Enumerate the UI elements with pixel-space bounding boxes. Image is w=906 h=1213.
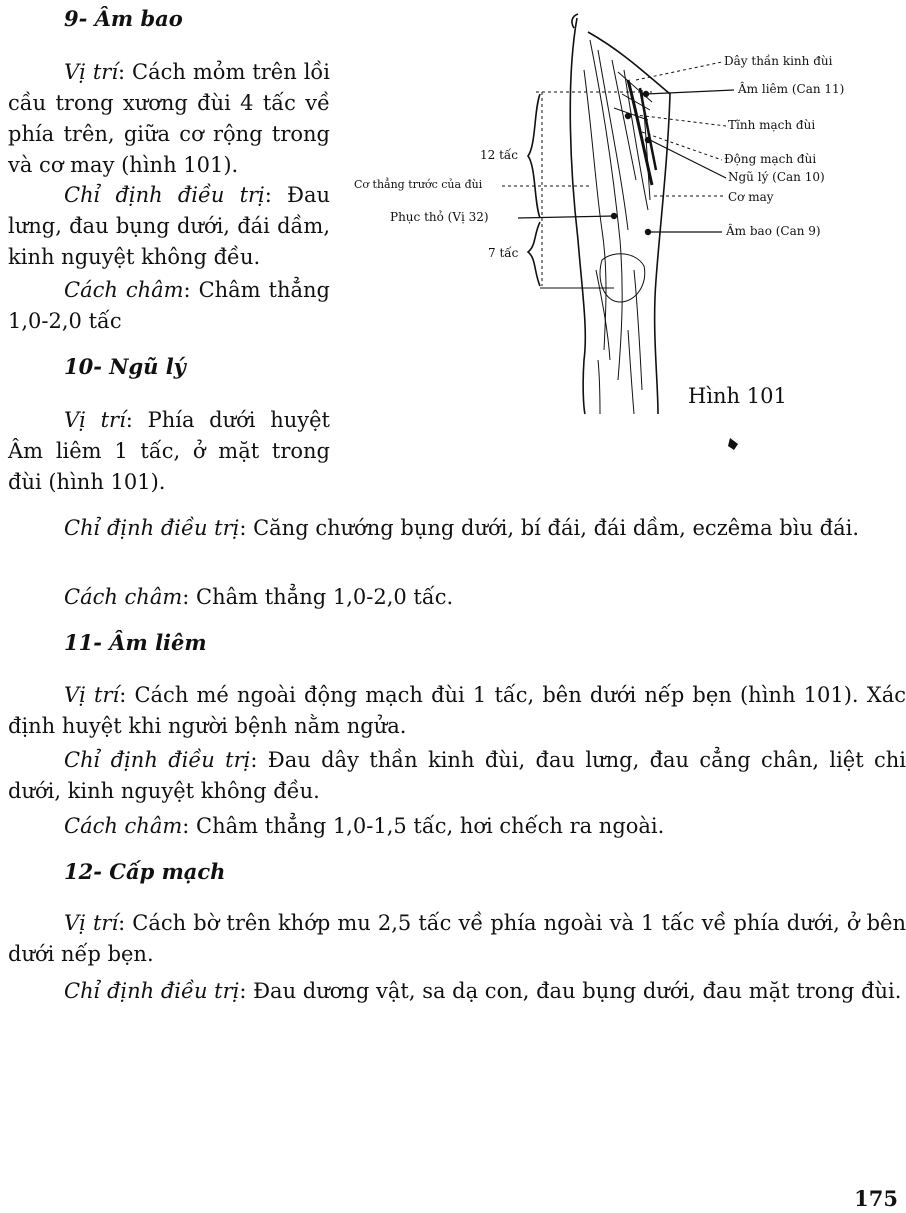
section-11-location	[8, 680, 906, 742]
label-am-liem: Âm liêm (Can 11)	[738, 82, 845, 96]
label-phuc-tho: Phục thỏ (Vị 32)	[390, 210, 489, 224]
section-10-location	[8, 405, 330, 498]
label-7-tac: 7 tấc	[488, 246, 519, 260]
indication-label: Chỉ định điều trị	[64, 979, 240, 1003]
location-label: Vị trí	[64, 911, 119, 935]
label-am-bao: Âm bao (Can 9)	[726, 224, 821, 238]
method-text: : Châm thẳng 1,0-1,5 tấc, hơi chếch ra ngoài.	[182, 814, 665, 838]
indication-label: Chỉ định điều trị	[64, 183, 265, 207]
location-text: : Cách mỏm trên lồi cầu trong xương đùi 4 tấc về phía trên, giữa cơ rộng trong và cơ may (hình 101).	[8, 60, 330, 177]
label-12-tac: 12 tấc	[480, 148, 518, 162]
section-10-title: 10- Ngũ lý	[64, 354, 186, 379]
section-10-method	[8, 582, 906, 613]
section-12-location	[8, 908, 906, 970]
section-11-title: 11- Âm liêm	[64, 630, 207, 655]
page-number: 175	[854, 1186, 898, 1211]
location-text: : Phía dưới huyệt Âm liêm 1 tấc, ở mặt trong đùi (hình 101).	[8, 408, 330, 494]
method-label: Cách châm	[64, 814, 183, 838]
section-9-indication	[8, 180, 330, 273]
location-label: Vị trí	[64, 408, 126, 432]
indication-label: Chỉ định điều trị	[64, 516, 240, 540]
location-label: Vị trí	[64, 683, 120, 707]
location-text: : Cách mé ngoài động mạch đùi 1 tấc, bên dưới nếp bẹn (hình 101). Xác định huyệt khi người bệnh nằm ngửa.	[8, 683, 906, 738]
section-10-indication	[8, 513, 906, 544]
label-femoral-vein: Tĩnh mạch đùi	[728, 118, 816, 132]
label-femoral-artery: Động mạch đùi	[724, 152, 817, 166]
method-text: : Châm thẳng 1,0-2,0 tấc	[8, 278, 330, 333]
section-12-indication	[8, 976, 906, 1007]
figure-caption: Hình 101	[688, 384, 787, 408]
indication-label: Chỉ định điều trị	[64, 748, 251, 772]
section-9-method	[8, 275, 330, 337]
indication-text: : Đau lưng, đau bụng dưới, đái dầm, kinh nguyệt không đều.	[8, 183, 331, 269]
indication-text: : Đau dương vật, sa dạ con, đau bụng dưới, đau mặt trong đùi.	[239, 979, 902, 1003]
section-12-title: 12- Cấp mạch	[64, 859, 226, 884]
method-label: Cách châm	[64, 585, 183, 609]
location-label: Vị trí	[64, 60, 119, 84]
section-11-method	[8, 811, 906, 842]
indication-text: : Đau dây thần kinh đùi, đau lưng, đau cẳng chân, liệt chi dưới, kinh nguyệt không đều.	[8, 748, 906, 803]
figure-101	[352, 10, 892, 450]
label-sartorius: Cơ may	[728, 190, 774, 204]
section-9-location	[8, 57, 330, 181]
label-rectus-femoris: Cơ thẳng trước của đùi	[354, 178, 483, 191]
label-femoral-nerve: Dây thần kinh đùi	[724, 54, 833, 68]
section-9-title: 9- Âm bao	[64, 6, 183, 31]
section-11-indication	[8, 745, 906, 807]
label-ngu-ly: Ngũ lý (Can 10)	[728, 170, 825, 184]
indication-text: : Căng chướng bụng dưới, bí đái, đái dầm, eczêma bìu đái.	[239, 516, 860, 540]
method-label: Cách châm	[64, 278, 184, 302]
location-text: : Cách bờ trên khớp mu 2,5 tấc về phía ngoài và 1 tấc về phía dưới, ở bên dưới nếp bẹn.	[8, 911, 906, 966]
method-text: : Châm thẳng 1,0-2,0 tấc.	[182, 585, 454, 609]
